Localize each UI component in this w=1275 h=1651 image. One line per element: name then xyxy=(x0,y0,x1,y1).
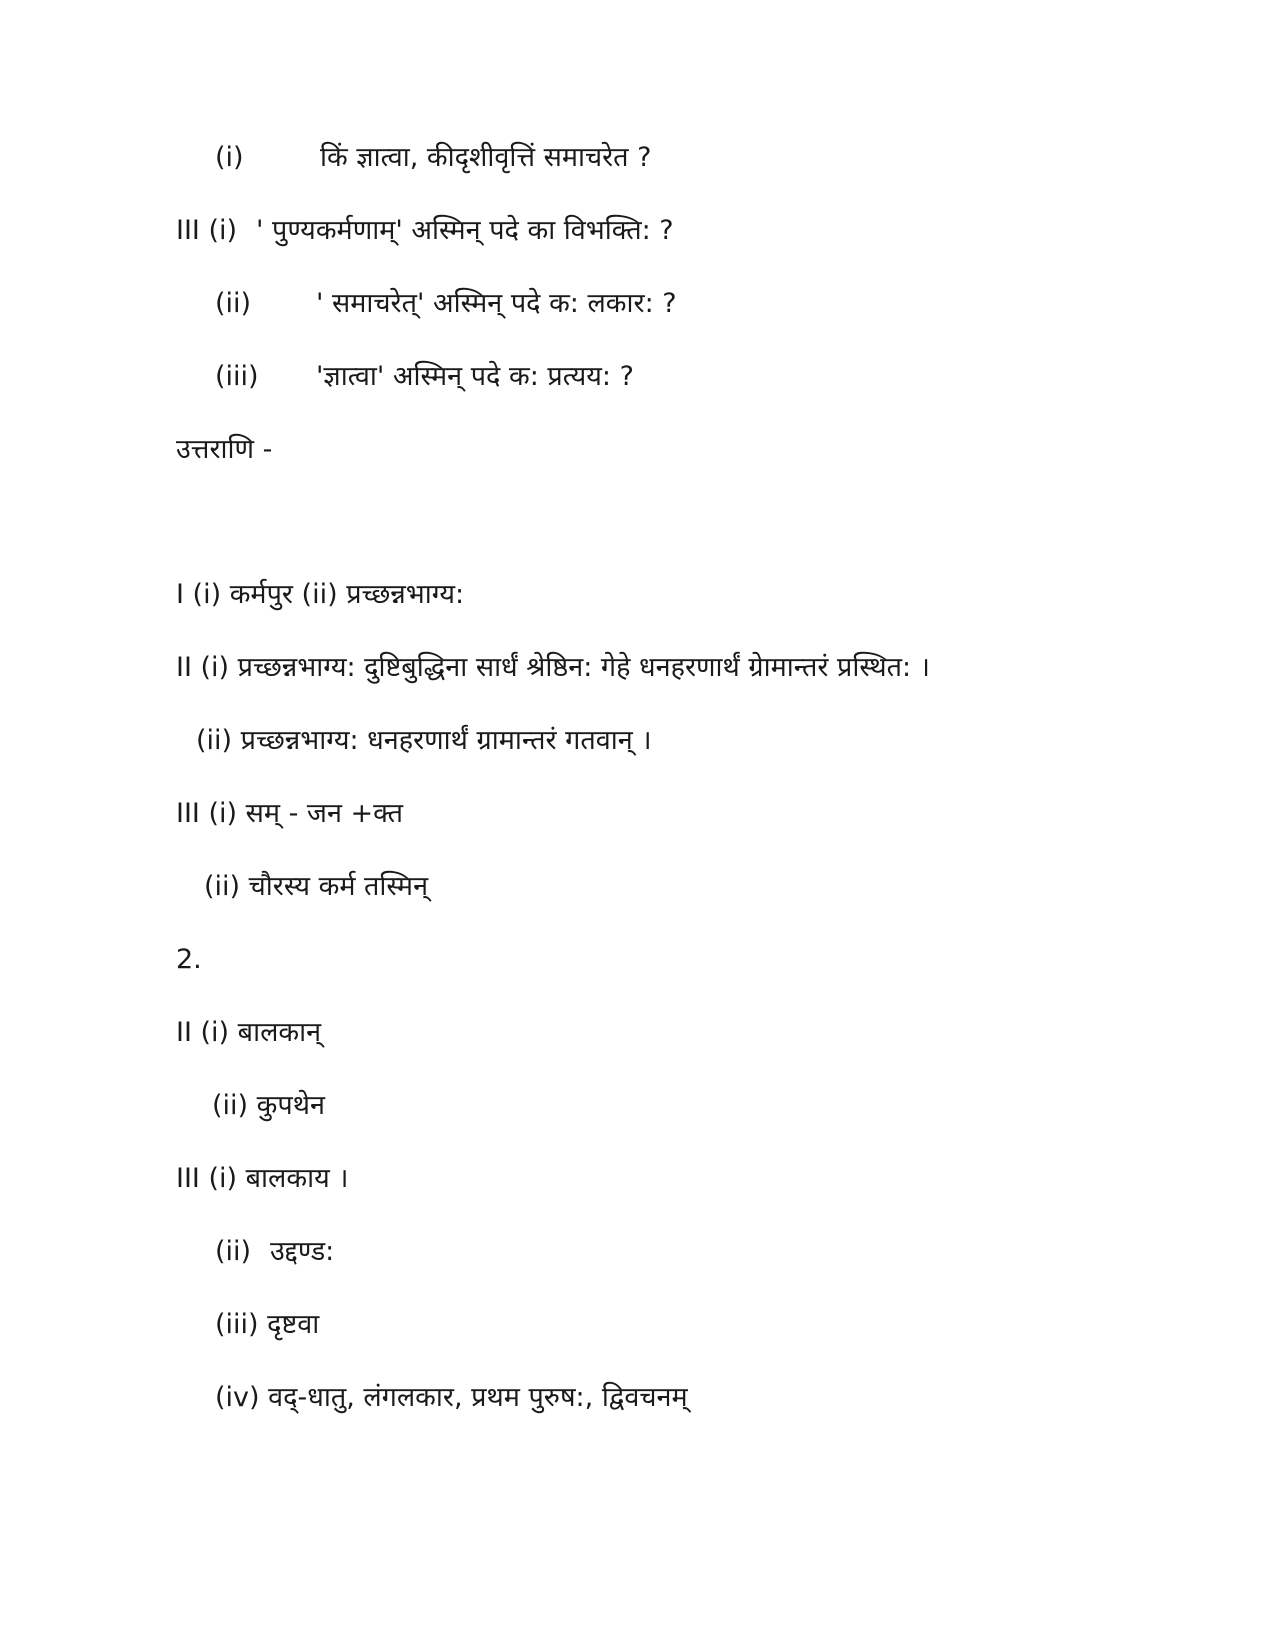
answer-text: II (i) बालकान् xyxy=(176,1017,322,1048)
answers-heading-text: उत्तराणि - xyxy=(176,434,273,465)
answer-text: I (i) कर्मपुर (ii) प्रच्छन्नभाग्य: xyxy=(176,579,465,610)
question-text: 'ज्ञात्वा' अस्मिन् पदे क: प्रत्यय: ? xyxy=(316,361,634,392)
answer-text: (iv) वद्-धातु, लंगलकार, प्रथम पुरुष:, द्विवचनम् xyxy=(215,1382,688,1413)
question-text: किं ज्ञात्वा, कीदृशीवृत्तिं समाचरेत ? xyxy=(320,142,652,173)
answer-text: (ii) प्रच्छन्नभाग्य: धनहरणार्थं ग्रामान्तरं गतवान् । xyxy=(196,725,652,756)
answer-text: उद्दण्ड: xyxy=(270,1236,335,1267)
section-number: 2. xyxy=(176,944,202,975)
question-text: ' पुण्यकर्मणाम्' अस्मिन् पदे का विभक्ति: ? xyxy=(256,215,674,246)
answer-label: (ii) xyxy=(215,1236,252,1267)
question-text: ' समाचरेत्' अस्मिन् पदे क: लकार: ? xyxy=(316,288,677,319)
answer-text: (ii) कुपथेन xyxy=(212,1090,325,1121)
answer-text: III (i) सम् - जन +क्त xyxy=(176,798,404,829)
question-label: (i) xyxy=(215,142,244,173)
question-label: III (i) xyxy=(176,215,238,246)
answer-text: (ii) चौरस्य कर्म तस्मिन् xyxy=(204,871,429,902)
answer-text: (iii) दृष्टवा xyxy=(215,1309,320,1340)
question-label: (iii) xyxy=(215,361,259,392)
answer-text: II (i) प्रच्छन्नभाग्य: दुष्टिबुद्धिना सार्धं श्रेष्ठिन: गेहे धनहरणार्थं ग्रेामान्तरं प्रस्थित: । xyxy=(176,652,930,683)
question-label: (ii) xyxy=(215,288,252,319)
answer-text: III (i) बालकाय । xyxy=(176,1163,349,1194)
